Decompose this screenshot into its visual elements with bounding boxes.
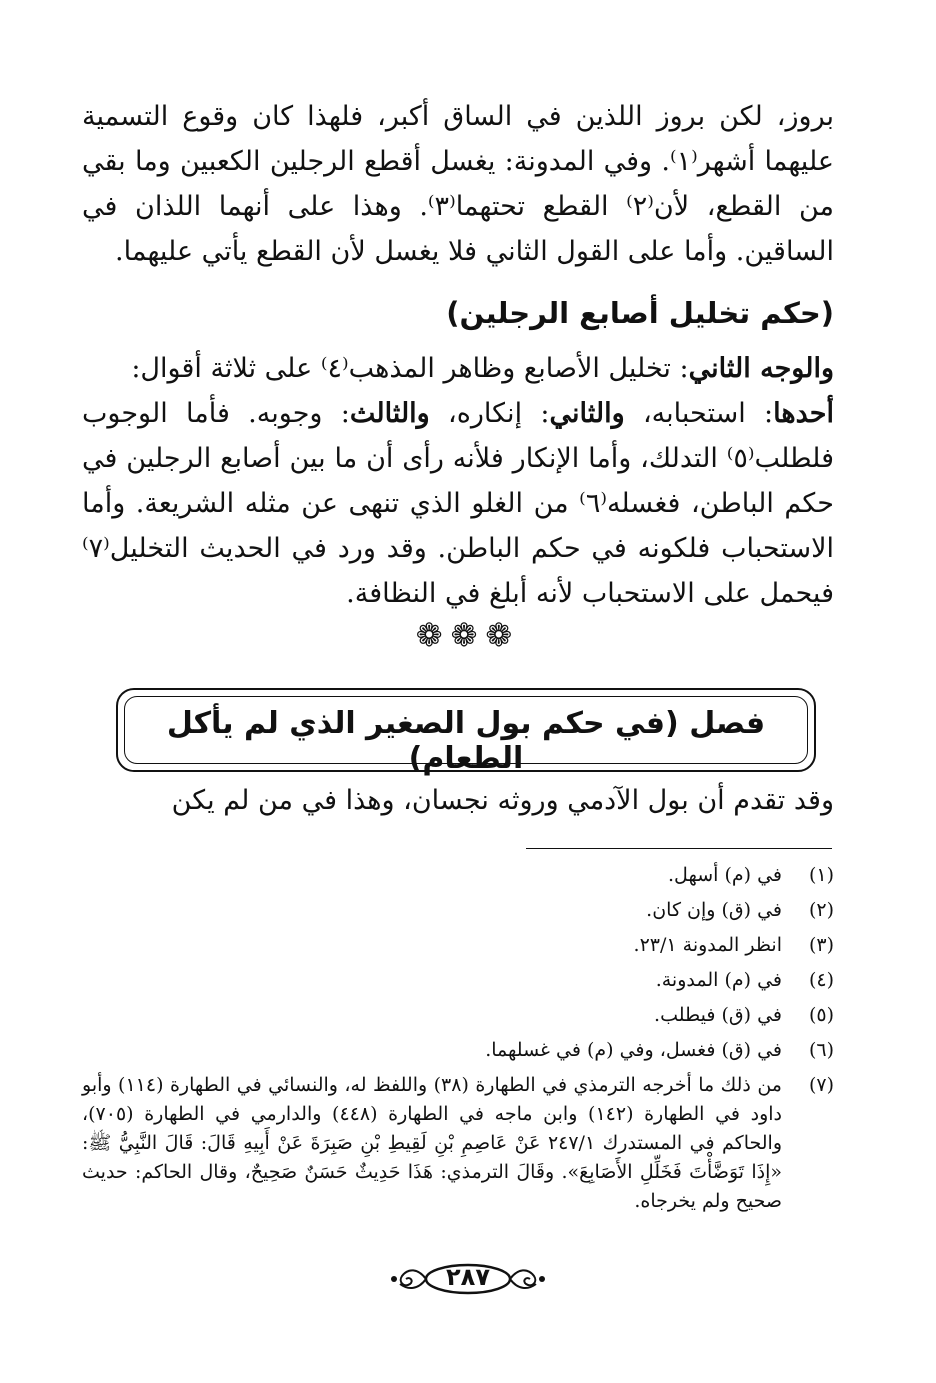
- footnote-text: في (ق) فغسل، وفي (م) في غسلهما.: [485, 1039, 782, 1061]
- footnote-text: من ذلك ما أخرجه الترمذي في الطهارة (٣٨) واللفظ له، والنسائي في الطهارة (١١٤) وأبو داود في الطهارة (١٤٢) وابن ماجه في الطهارة (٤٤٨) والدارمي في الطهارة (٧٠٥)، والحاكم في المستدرك ٢٤٧/١ عَنْ عَاصِمِ بْنِ لَقِيطِ بْنِ صَبِرَةَ عَنْ أَبِيهِ قَالَ: قَالَ النَّبِيُّ ﷺ: «إِذَا تَوَضَّأْتَ فَخَلِّلِ الأَصَابِعَ». وقَالَ الترمذي: هَذَا حَدِيثٌ حَسَنٌ صَحِيحٌ، وقال الحاكم: حديث صحيح ولم يخرجاه.: [82, 1074, 782, 1212]
- footnote-number: (٤): [808, 969, 834, 991]
- footnote-number: (١): [808, 864, 834, 886]
- section-separator: ❁❁❁: [415, 616, 521, 654]
- footnote-text: في (م) أسهل.: [668, 864, 782, 886]
- footnote-number: (٢): [808, 899, 834, 921]
- footnote-text: في (ق) وإن كان.: [646, 899, 782, 921]
- inline-text: : تخليل الأصابع وظاهر المذهب⁽٤⁾ على ثلاثة أقوال:: [131, 353, 689, 384]
- bold-term: والوجه الثاني: [688, 353, 834, 384]
- inline-text: : استحبابه،: [624, 398, 774, 429]
- footnotes: [82, 858, 834, 1216]
- bold-term: والثاني: [549, 398, 625, 429]
- footnote-text: في (ق) فيطلب.: [654, 1004, 782, 1026]
- footnote-text: انظر المدونة ٢٣/١.: [633, 934, 782, 956]
- inline-text: : إنكاره،: [429, 398, 550, 429]
- paragraph-text: بروز، لكن بروز اللذين في الساق أكبر، فلهذا كان وقوع التسمية عليهما أشهر⁽١⁾. وفي المدونة: يغسل أقطع الرجلين الكعبين وما بقي من القطع، لأن⁽٢⁾ القطع تحتهما⁽٣⁾. وهذا على أنهما اللذان في الساقين. وأما على القول الثاني فلا يغسل لأن القطع يأتي عليهما.: [82, 101, 834, 267]
- footnote-item: [82, 928, 834, 963]
- footnote-item: [82, 1068, 834, 1216]
- footnote-item: [82, 1033, 834, 1068]
- footnote-item: [82, 858, 834, 893]
- footnote-item: [82, 963, 834, 998]
- page-number: ٢٨٧: [446, 1263, 490, 1291]
- paragraph-text: [82, 391, 834, 616]
- footnote-text: في (م) المدونة.: [655, 969, 782, 991]
- paragraph-text: وقد تقدم أن بول الآدمي وروثه نجسان، وهذا في من لم يكن: [171, 785, 834, 816]
- inline-text: : وجوبه. فأما الوجوب فلطلب⁽٥⁾ التدلك، وأما الإنكار فلأنه رأى أن ما بين أصابع الرجلين في حكم الباطن، فغسله⁽٦⁾ من الغلو الذي تنهى عن مثله الشريعة. وأما الاستحباب فلكونه في حكم الباطن. وقد ورد في الحديث التخليل⁽٧⁾ فيحمل على الاستحباب لأنه أبلغ في النظافة.: [82, 398, 834, 609]
- paragraph-text: [82, 346, 834, 391]
- chapter-title: فصل (في حكم بول الصغير الذي لم يأكل الطعام): [166, 706, 766, 776]
- page-number-ornament: [388, 1260, 548, 1300]
- body-paragraph-1: [82, 94, 834, 274]
- footnote-number: (٦): [808, 1039, 834, 1061]
- footnote-number: (٥): [808, 1004, 834, 1026]
- footnote-number: (٧): [808, 1074, 834, 1096]
- section-heading: (حكم تخليل أصابع الرجلين): [446, 296, 834, 330]
- footnote-item: [82, 893, 834, 928]
- footnote-number: (٣): [808, 934, 834, 956]
- bold-term: أحدها: [773, 398, 834, 429]
- body-paragraph-2: [82, 346, 834, 616]
- body-paragraph-3: [82, 778, 834, 823]
- footnote-item: [82, 998, 834, 1033]
- chapter-title-frame: [116, 688, 816, 776]
- bold-term: والثالث: [349, 398, 430, 429]
- footnote-rule: [526, 848, 832, 849]
